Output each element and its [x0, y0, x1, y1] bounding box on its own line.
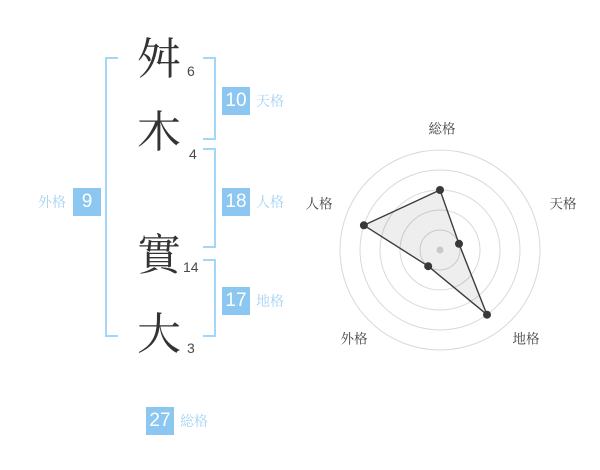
name-character: 大: [137, 310, 181, 359]
radar-data-point: [360, 221, 368, 229]
chikaku-label: 地格: [256, 293, 284, 309]
radar-data-point: [483, 311, 491, 319]
stroke-count: 14: [183, 259, 199, 275]
name-character: 實: [137, 231, 181, 280]
radar-axis-label: 地格: [512, 331, 540, 347]
chikaku-value-badge: 17: [222, 287, 250, 315]
soukaku-label: 総格: [180, 413, 208, 429]
radar-data-point: [424, 262, 432, 270]
stroke-count: 3: [187, 340, 195, 356]
name-character: 舛: [137, 35, 181, 84]
stroke-count: 4: [189, 146, 197, 162]
radar-axis-label: 人格: [305, 196, 333, 212]
radar-axis-label: 外格: [340, 331, 368, 347]
soukaku-value-badge: 27: [146, 407, 174, 435]
radar-axis-label: 天格: [549, 196, 577, 212]
gaikaku-value-badge: 9: [73, 188, 101, 216]
name-character: 木: [137, 108, 181, 157]
radar-center-dot: [437, 247, 444, 254]
radar-axis-label: 総格: [428, 121, 456, 137]
stroke-count: 6: [187, 63, 195, 79]
radar-data-point: [455, 240, 463, 248]
tenkaku-label: 天格: [256, 93, 284, 109]
jinkaku-value-badge: 18: [222, 188, 250, 216]
gaikaku-label: 外格: [38, 194, 66, 210]
radar-data-point: [436, 186, 444, 194]
jinkaku-label: 人格: [256, 194, 284, 210]
radar-data-polygon: [364, 190, 487, 315]
tenkaku-value-badge: 10: [222, 87, 250, 115]
